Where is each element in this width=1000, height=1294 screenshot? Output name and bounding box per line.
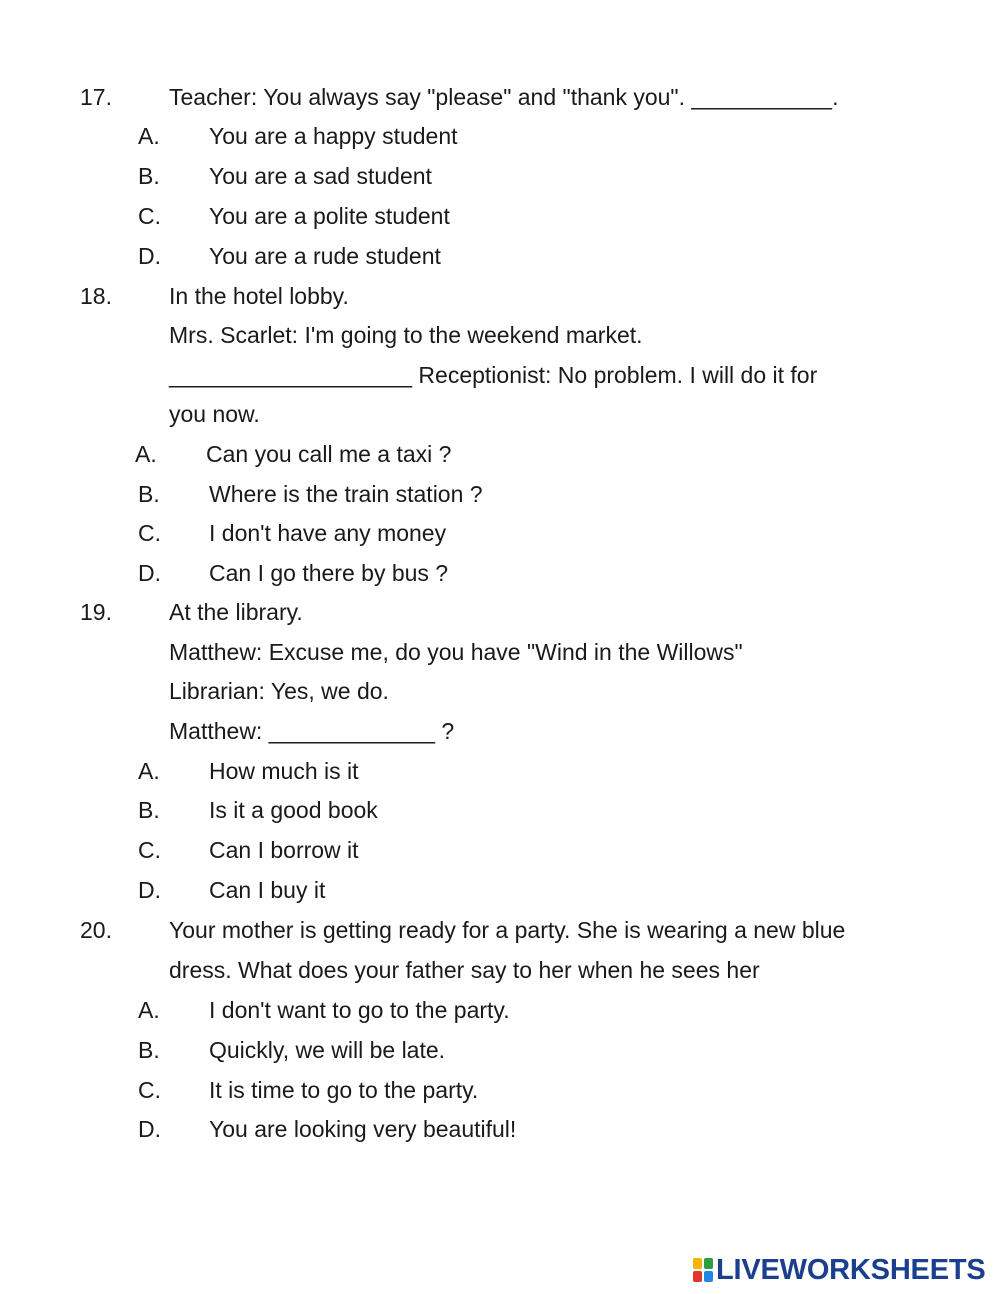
question-text: Teacher: You always say "please" and "thank you". ___________. [169, 84, 839, 110]
question-text: Your mother is getting ready for a party. She is wearing a new blue [169, 917, 846, 943]
option-letter: D. [138, 877, 161, 903]
question-number: 19. [80, 599, 112, 625]
question-number: 18. [80, 283, 112, 309]
option-text: Can I go there by bus ? [209, 560, 449, 586]
option-letter: D. [138, 1116, 161, 1142]
option-letter: C. [138, 203, 161, 229]
option-letter: C. [138, 520, 161, 546]
liveworksheets-logo-icon [693, 1258, 713, 1282]
question-text: Matthew: Excuse me, do you have "Wind in the Willows" [169, 639, 743, 665]
option-text: It is time to go to the party. [209, 1077, 479, 1103]
option-text: Can you call me a taxi ? [206, 441, 452, 467]
option-letter: D. [138, 243, 161, 269]
question-text: Mrs. Scarlet: I'm going to the weekend market. [169, 322, 643, 348]
question-text: Matthew: _____________ ? [169, 718, 455, 744]
watermark-text: LIVEWORKSHEETS [716, 1253, 986, 1286]
option-letter: B. [138, 1037, 160, 1063]
option-text: You are a polite student [209, 203, 450, 229]
question-text: you now. [169, 401, 260, 427]
question-text: ___________________ Receptionist: No problem. I will do it for [169, 362, 818, 388]
option-letter: C. [138, 837, 161, 863]
option-text: I don't want to go to the party. [209, 997, 510, 1023]
option-text: You are a rude student [209, 243, 441, 269]
option-letter: A. [138, 997, 160, 1023]
option-text: You are a sad student [209, 163, 432, 189]
question-text: dress. What does your father say to her when he sees her [169, 957, 760, 983]
option-letter: C. [138, 1077, 161, 1103]
liveworksheets-logo [693, 1255, 986, 1285]
option-letter: D. [138, 560, 161, 586]
option-text: Can I buy it [209, 877, 326, 903]
logo-square [693, 1271, 702, 1282]
option-text: How much is it [209, 758, 359, 784]
question-number: 20. [80, 917, 112, 943]
logo-square [704, 1258, 713, 1269]
option-letter: A. [138, 123, 160, 149]
option-letter: B. [138, 797, 160, 823]
option-text: Can I borrow it [209, 837, 359, 863]
option-text: You are looking very beautiful! [209, 1116, 517, 1142]
option-text: Quickly, we will be late. [209, 1037, 446, 1063]
option-letter: B. [138, 163, 160, 189]
option-letter: A. [135, 441, 157, 467]
option-letter: A. [138, 758, 160, 784]
question-text: In the hotel lobby. [169, 283, 349, 309]
option-letter: B. [138, 481, 160, 507]
option-text: You are a happy student [209, 123, 458, 149]
question-text: Librarian: Yes, we do. [169, 678, 389, 704]
question-text: At the library. [169, 599, 303, 625]
logo-square [693, 1258, 702, 1269]
option-text: I don't have any money [209, 520, 447, 546]
question-number: 17. [80, 84, 112, 110]
logo-square [704, 1271, 713, 1282]
option-text: Is it a good book [209, 797, 378, 823]
option-text: Where is the train station ? [209, 481, 483, 507]
